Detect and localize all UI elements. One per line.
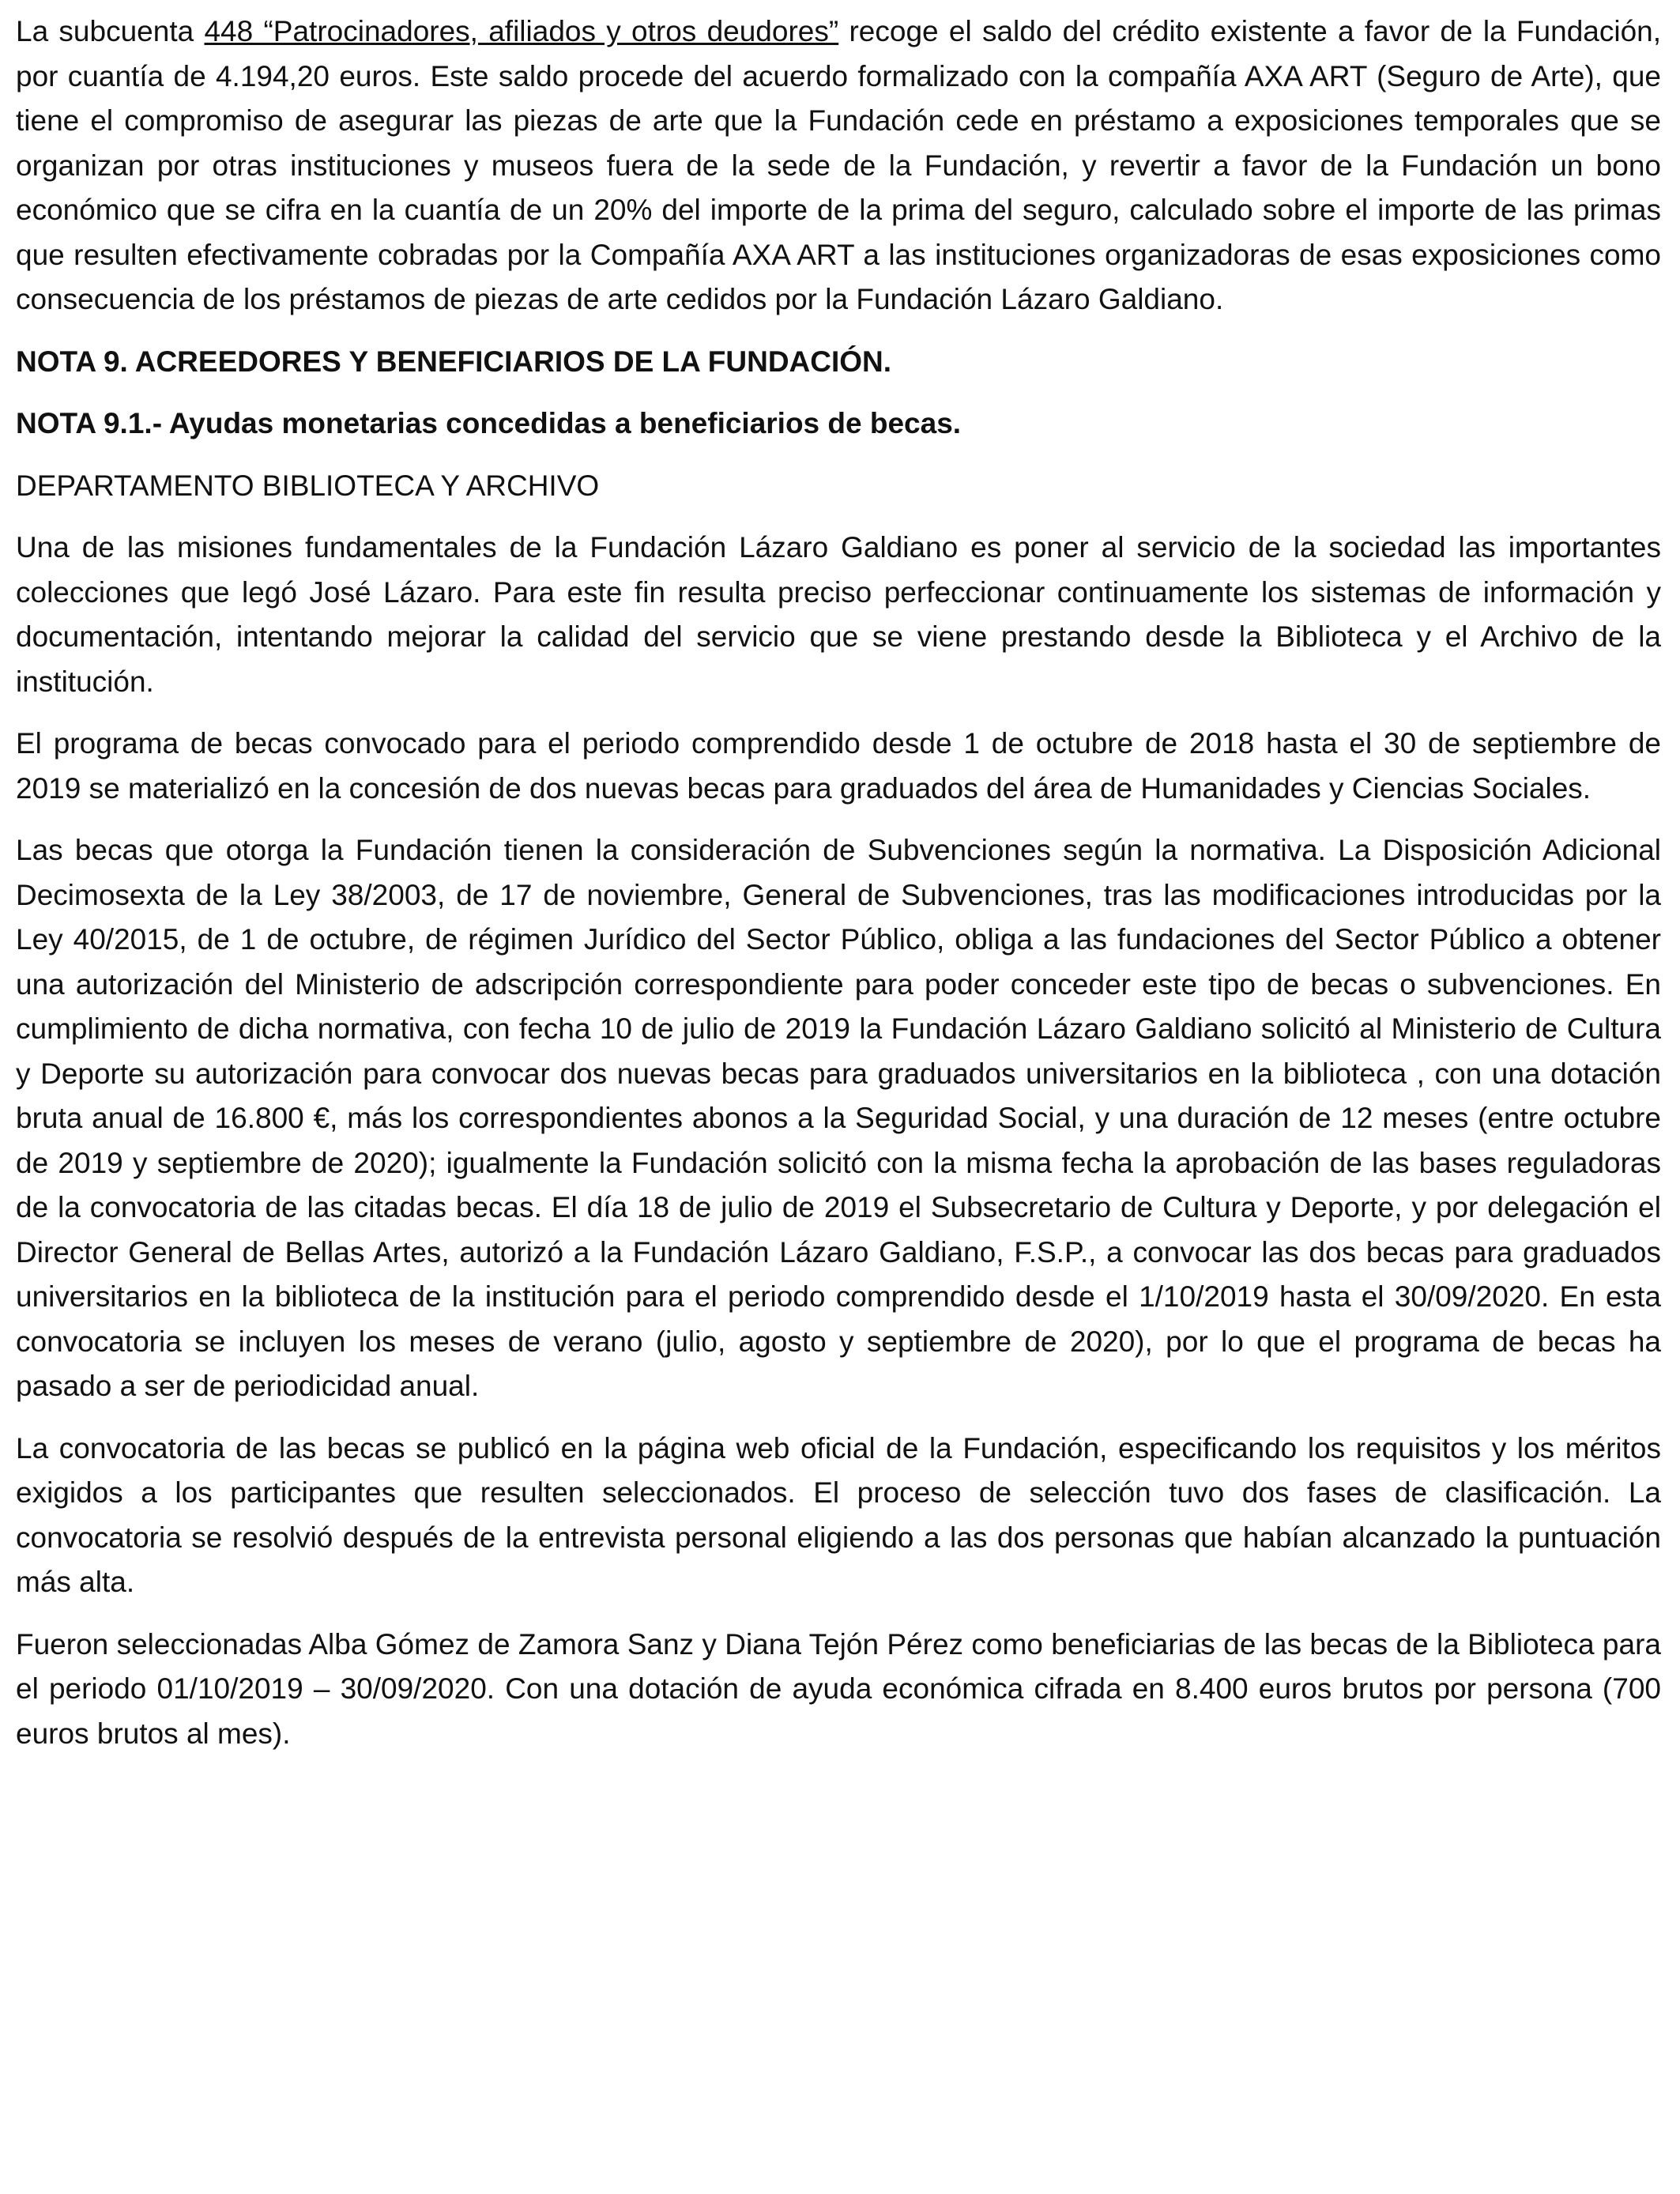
paragraph-convocatoria: La convocatoria de las becas se publicó en la página web oficial de la Fundación, especificando los requisitos y los méritos exigidos a los participantes que resulten seleccionados. El proceso de selección tuvo dos fases de clasificación. La convocatoria se resolvió después de la entrevista personal eligiendo a las dos personas que habían alcanzado la puntuación más alta. [16, 1431, 1661, 1598]
paragraph-prefix: La subcuenta [16, 15, 205, 47]
document-page [16, 9, 1661, 1774]
paragraph-seleccionadas: Fueron seleccionadas Alba Gómez de Zamora Sanz y Diana Tejón Pérez como beneficiarias de las becas de la Biblioteca para el periodo 01/10/2019 – 30/09/2020. Con una dotación de ayuda económica cifrada en 8.400 euros brutos por persona (700 euros brutos al mes). [16, 1627, 1661, 1750]
paragraph-rest: recoge el saldo del crédito existente a favor de la Fundación, por cuantía de 4.194,20 euros. Este saldo procede del acuerdo formalizado con la compañía AXA ART (Seguro de Arte), que tiene el compromiso de asegurar las piezas de arte que la Fundación cede en préstamo a exposiciones temporales que se organizan por otras instituciones y museos fuera de la sede de la Fundación, y revertir a favor de la Fundación un bono económico que se cifra en la cuantía de un 20% del importe de la prima del seguro, calculado sobre el importe de las primas que resulten efectivamente cobradas por la Compañía AXA ART a las instituciones organizadoras de esas exposiciones como consecuencia de los préstamos de piezas de arte cedidos por la Fundación Lázaro Galdiano. [16, 15, 1662, 315]
paragraph-misiones: Una de las misiones fundamentales de la Fundación Lázaro Galdiano es poner al servicio de la sociedad las importantes colecciones que legó José Lázaro. Para este fin resulta preciso perfeccionar continuamente los sistemas de información y documentación, intentando mejorar la calidad del servicio que se viene prestando desde la Biblioteca y el Archivo de la institución. [16, 531, 1661, 698]
nota-9-heading: NOTA 9. ACREEDORES Y BENEFICIARIOS DE LA FUNDACIÓN. [16, 345, 892, 378]
account-448-reference: 448 “Patrocinadores, afiliados y otros deudores” [204, 15, 839, 47]
nota-9-1-heading: NOTA 9.1.- Ayudas monetarias concedidas a beneficiarios de becas. [16, 407, 962, 439]
paragraph-subcuenta-448 [16, 9, 1661, 322]
department-title: DEPARTAMENTO BIBLIOTECA Y ARCHIVO [16, 469, 600, 502]
paragraph-subvenciones: Las becas que otorga la Fundación tienen la consideración de Subvenciones según la normativa. La Disposición Adicional Decimosexta de la Ley 38/2003, de 17 de noviembre, General de Subvenciones, tras las modificaciones introducidas por la Ley 40/2015, de 1 de octubre, de régimen Jurídico del Sector Público, obliga a las fundaciones del Sector Público a obtener una autorización del Ministerio de adscripción correspondiente para poder conceder este tipo de becas o subvenciones. En cumplimiento de dicha normativa, con fecha 10 de julio de 2019 la Fundación Lázaro Galdiano solicitó al Ministerio de Cultura y Deporte su autorización para convocar dos nuevas becas para graduados universitarios en la biblioteca , con una dotación bruta anual de 16.800 €, más los correspondientes abonos a la Seguridad Social, y una duración de 12 meses (entre octubre de 2019 y septiembre de 2020); igualmente la Fundación solicitó con la misma fecha la aprobación de las bases reguladoras de la convocatoria de las citadas becas. El día 18 de julio de 2019 el Subsecretario de Cultura y Deporte, y por delegación el Director General de Bellas Artes, autorizó a la Fundación Lázaro Galdiano, F.S.P., a convocar las dos becas para graduados universitarios en la biblioteca de la institución para el periodo comprendido desde el 1/10/2019 hasta el 30/09/2020. En esta convocatoria se incluyen los meses de verano (julio, agosto y septiembre de 2020), por lo que el programa de becas ha pasado a ser de periodicidad anual. [16, 834, 1661, 1402]
paragraph-programa-becas: El programa de becas convocado para el periodo comprendido desde 1 de octubre de 2018 hasta el 30 de septiembre de 2019 se materializó en la concesión de dos nuevas becas para graduados del área de Humanidades y Ciencias Sociales. [16, 727, 1661, 805]
